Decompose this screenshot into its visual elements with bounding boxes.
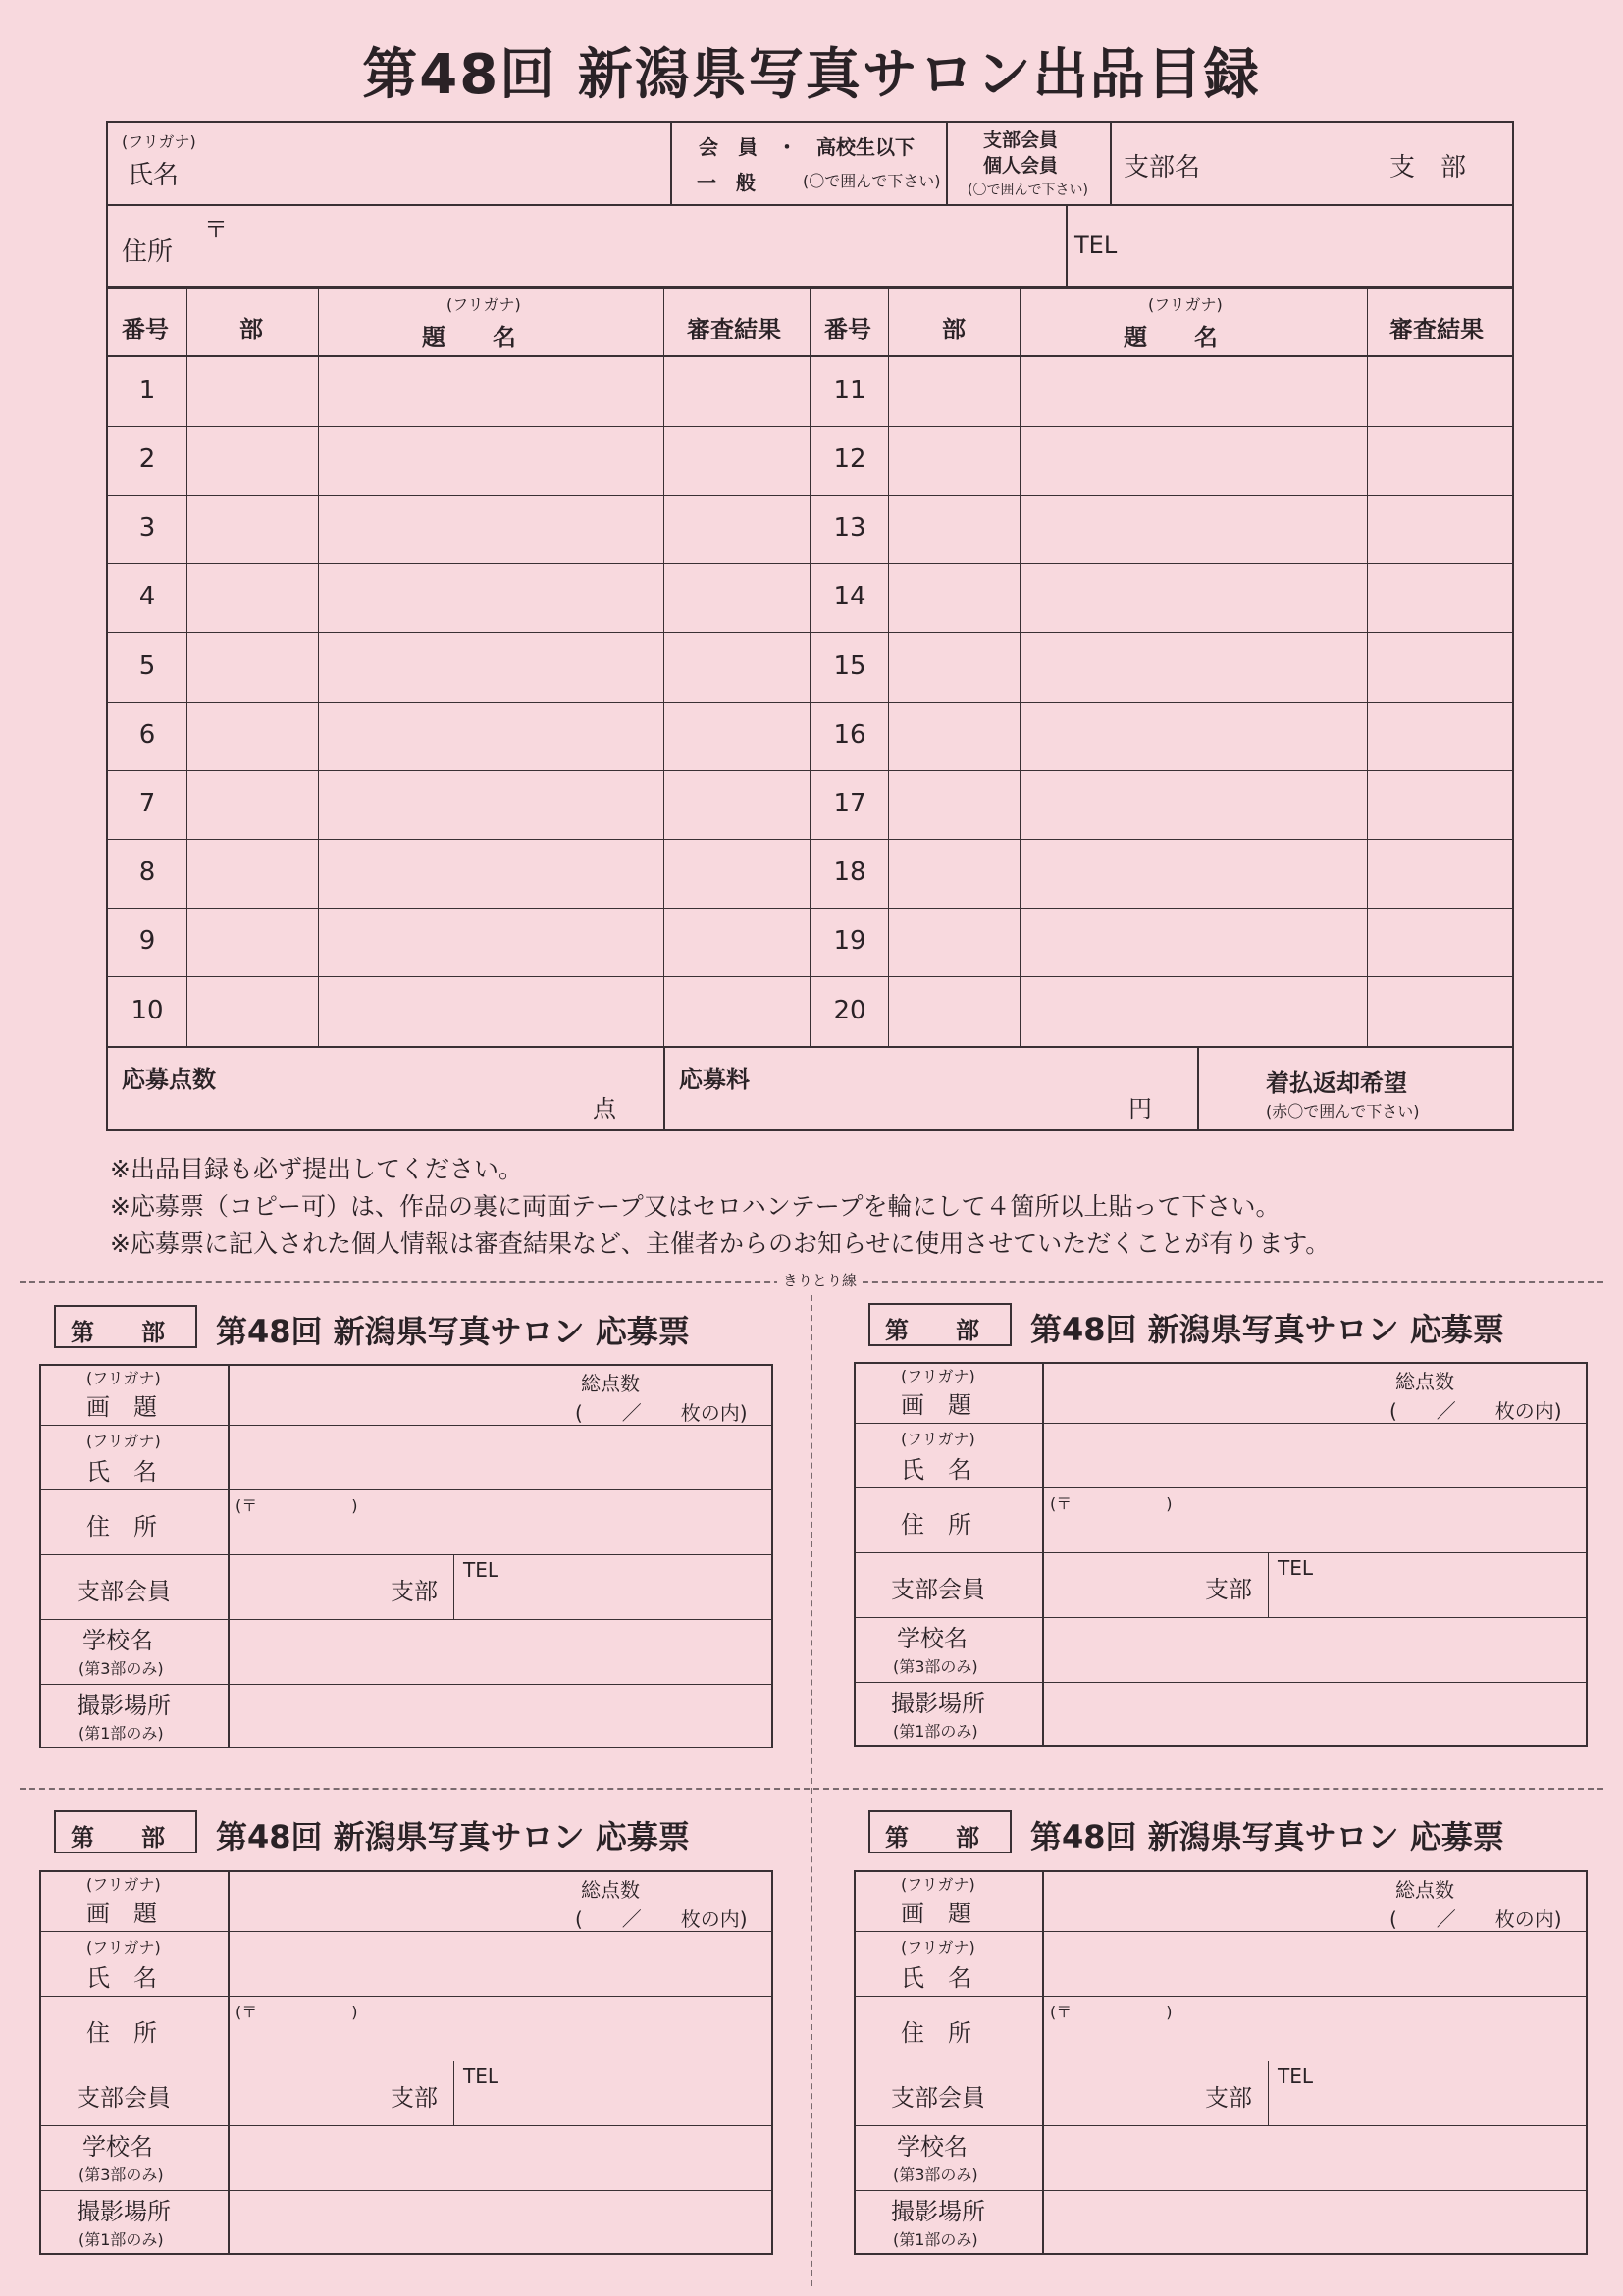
school-label: 学校名 <box>897 1625 968 1652</box>
address-postal: (〒 ) <box>1050 1494 1173 1513</box>
picture-title-label: 画 題 <box>86 1393 157 1421</box>
school-label: 学校名 <box>897 2133 968 2161</box>
place-label: 撮影場所 <box>77 1692 171 1719</box>
entry-count-label: 応募点数 <box>122 1066 216 1093</box>
entry-count-unit: 点 <box>593 1095 616 1122</box>
row-number: 10 <box>131 996 164 1025</box>
member-type-line2: 一 般 <box>697 171 756 194</box>
picture-title-label: 画 題 <box>86 1900 157 1927</box>
title-furigana: (フリガナ) <box>86 1875 161 1894</box>
row-number: 7 <box>138 789 156 818</box>
total-count-field: ( ／ 枚の内) <box>575 1401 748 1425</box>
address-label: 住 所 <box>86 1513 157 1540</box>
name-furigana: (フリガナ) <box>86 1938 161 1957</box>
total-count-label: 総点数 <box>581 1372 640 1395</box>
row-number: 2 <box>138 444 156 474</box>
col-title-furigana-left: (フリガナ) <box>446 295 521 314</box>
tel-label: TEL <box>463 1558 498 1582</box>
row-number: 14 <box>833 582 866 611</box>
branch-suffix: 支部 <box>1205 1576 1252 1603</box>
name-label: 氏 名 <box>901 1964 971 1992</box>
place-label: 撮影場所 <box>77 2198 171 2225</box>
row-number: 6 <box>138 720 156 750</box>
name-furigana: (フリガナ) <box>901 1938 975 1957</box>
total-count-field: ( ／ 枚の内) <box>1389 1399 1562 1423</box>
total-count-label: 総点数 <box>581 1878 640 1902</box>
place-label: 撮影場所 <box>891 1690 985 1717</box>
branch-suffix: 支 部 <box>1389 153 1467 183</box>
school-label: 学校名 <box>82 1627 153 1654</box>
tel-label: TEL <box>1074 232 1118 259</box>
ticket-title: 第48回 新潟県写真サロン 応募票 <box>1030 1818 1504 1855</box>
ticket-title: 第48回 新潟県写真サロン 応募票 <box>1030 1311 1504 1348</box>
name-label: 氏名 <box>128 161 180 190</box>
row-number: 1 <box>138 376 156 405</box>
picture-title-label: 画 題 <box>901 1900 971 1927</box>
branch-member-label: 支部会員 <box>77 1578 171 1605</box>
note-3: ※応募票に記入された個人情報は審査結果など、主催者からのお知らせに使用させていただくことが有ります。 <box>110 1229 1331 1258</box>
row-number: 8 <box>138 858 156 887</box>
col-number-left: 番号 <box>122 316 169 343</box>
col-section-right: 部 <box>942 316 966 343</box>
address-postal: (〒 ) <box>236 1496 358 1515</box>
branch-suffix: 支部 <box>391 1578 438 1605</box>
col-title-right: 題 名 <box>1124 324 1218 351</box>
address-label: 住 所 <box>901 1511 971 1539</box>
col-section-left: 部 <box>239 316 263 343</box>
page-title: 第48回 新潟県写真サロン出品目録 <box>362 43 1261 107</box>
ticket-title: 第48回 新潟県写真サロン 応募票 <box>216 1313 690 1350</box>
return-request-note: (赤〇で囲んで下さい) <box>1266 1102 1420 1121</box>
branch-suffix: 支部 <box>391 2084 438 2112</box>
name-furigana: (フリガナ) <box>901 1430 975 1448</box>
cut-line-vertical <box>811 1295 812 2286</box>
name-label: 氏 名 <box>901 1456 971 1484</box>
name-label: 氏 名 <box>86 1964 157 1992</box>
entry-fee-label: 応募料 <box>679 1066 750 1093</box>
place-note: (第1部のみ) <box>893 2230 978 2249</box>
ticket-section-label: 第 部 <box>885 1824 979 1852</box>
address-label: 住 所 <box>86 2019 157 2047</box>
school-note: (第3部のみ) <box>893 2166 978 2184</box>
title-furigana: (フリガナ) <box>901 1875 975 1894</box>
cut-line-middle <box>20 1788 1603 1790</box>
place-note: (第1部のみ) <box>893 1722 978 1741</box>
tel-label: TEL <box>1278 2064 1313 2088</box>
member-circle-note: (〇で囲んで下さい) <box>803 172 941 190</box>
row-number: 5 <box>138 652 156 681</box>
row-number: 13 <box>833 513 866 543</box>
row-number: 16 <box>833 720 866 750</box>
title-furigana: (フリガナ) <box>86 1369 161 1387</box>
row-number: 3 <box>138 513 156 543</box>
picture-title-label: 画 題 <box>901 1391 971 1419</box>
name-furigana: (フリガナ) <box>86 1432 161 1450</box>
branch-member-line1: 支部会員 <box>983 130 1059 151</box>
school-note: (第3部のみ) <box>893 1657 978 1676</box>
total-count-field: ( ／ 枚の内) <box>575 1907 748 1931</box>
school-note: (第3部のみ) <box>79 2166 164 2184</box>
row-number: 4 <box>138 582 156 611</box>
note-1: ※出品目録も必ず提出してください。 <box>110 1155 523 1183</box>
address-label: 住 所 <box>901 2019 971 2047</box>
title-furigana: (フリガナ) <box>901 1367 975 1385</box>
branch-suffix: 支部 <box>1205 2084 1252 2112</box>
member-type-line1: 会 員 ・ 高校生以下 <box>699 135 915 159</box>
name-label: 氏 名 <box>86 1458 157 1486</box>
ticket-title: 第48回 新潟県写真サロン 応募票 <box>216 1818 690 1855</box>
col-number-right: 番号 <box>824 316 871 343</box>
tel-label: TEL <box>463 2064 498 2088</box>
col-title-left: 題 名 <box>422 324 516 351</box>
ticket-section-label: 第 部 <box>885 1317 979 1344</box>
entry-fee-unit: 円 <box>1128 1095 1152 1122</box>
postal-mark: 〒 <box>204 216 228 243</box>
total-count-field: ( ／ 枚の内) <box>1389 1907 1562 1931</box>
school-label: 学校名 <box>82 2133 153 2161</box>
row-number: 12 <box>833 444 866 474</box>
address-postal: (〒 ) <box>236 2003 358 2021</box>
branch-name-label: 支部名 <box>1124 153 1201 183</box>
ticket-section-label: 第 部 <box>71 1319 165 1346</box>
place-note: (第1部のみ) <box>79 2230 164 2249</box>
col-result-right: 審査結果 <box>1389 316 1484 343</box>
row-number: 9 <box>138 926 156 956</box>
branch-member-label: 支部会員 <box>891 2084 985 2112</box>
address-label: 住所 <box>122 237 174 267</box>
col-title-furigana-right: (フリガナ) <box>1148 295 1223 314</box>
branch-circle-note: (〇で囲んで下さい) <box>968 183 1088 198</box>
ticket-section-label: 第 部 <box>71 1824 165 1852</box>
return-request-label: 着払返却希望 <box>1266 1070 1407 1097</box>
total-count-label: 総点数 <box>1395 1878 1454 1902</box>
row-number: 20 <box>833 996 866 1025</box>
row-number: 18 <box>833 858 866 887</box>
col-result-left: 審査結果 <box>687 316 781 343</box>
row-number: 11 <box>833 376 866 405</box>
tel-label: TEL <box>1278 1556 1313 1580</box>
branch-member-label: 支部会員 <box>891 1576 985 1603</box>
note-2: ※応募票（コピー可）は、作品の裏に両面テープ又はセロハンテープを輪にして４箇所以上貼って下さい。 <box>110 1192 1281 1221</box>
address-postal: (〒 ) <box>1050 2003 1173 2021</box>
branch-member-label: 支部会員 <box>77 2084 171 2112</box>
branch-member-line2: 個人会員 <box>983 155 1059 177</box>
row-number: 17 <box>833 789 866 818</box>
row-number: 15 <box>833 652 866 681</box>
cut-line-label: きりとり線 <box>777 1270 863 1290</box>
school-note: (第3部のみ) <box>79 1659 164 1678</box>
place-label: 撮影場所 <box>891 2198 985 2225</box>
row-number: 19 <box>833 926 866 956</box>
place-note: (第1部のみ) <box>79 1724 164 1743</box>
total-count-label: 総点数 <box>1395 1370 1454 1393</box>
name-furigana: (フリガナ) <box>122 132 196 151</box>
